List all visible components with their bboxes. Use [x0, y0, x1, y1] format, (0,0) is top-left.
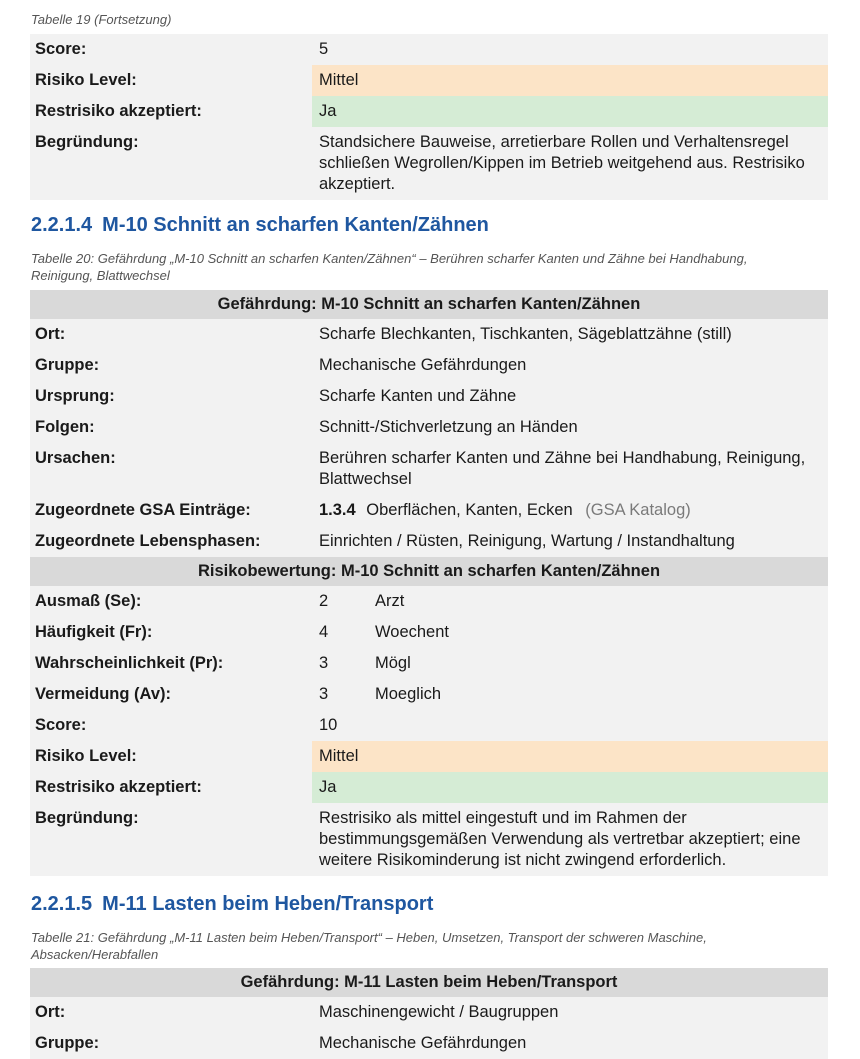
gsa-entry — [312, 495, 828, 526]
row-label: Restrisiko akzeptiert: — [35, 102, 202, 120]
table-row — [30, 772, 828, 803]
row-value: Schnitt-/Stichverletzung an Händen — [319, 418, 578, 436]
score-value: 5 — [319, 40, 329, 58]
row-label: Risiko Level: — [35, 71, 137, 89]
param-num: 3 — [319, 685, 329, 703]
table-row — [30, 679, 828, 710]
param-value — [312, 617, 828, 648]
gsa-text: Oberflächen, Kanten, Ecken — [366, 501, 573, 519]
param-value — [312, 586, 828, 617]
param-num: 3 — [319, 654, 329, 672]
table-header-row — [30, 557, 828, 586]
reason-value: Restrisiko als mittel eingestuft und im Rahmen der bestimmungsgemäßen Verwendung als vertretbar akzeptiert; eine weitere Risikominderung ist nicht zwingend erforderlich. — [319, 809, 801, 869]
section-number: 2.2.1.4 — [31, 214, 93, 236]
section-heading — [31, 893, 433, 916]
param-text: Mögl — [375, 654, 411, 672]
row-label: Score: — [35, 40, 87, 58]
table-row — [30, 65, 828, 96]
row-label: Zugeordnete GSA Einträge: — [35, 501, 251, 519]
risk-header: Risikobewertung: M-10 Schnitt an scharfen Kanten/Zähnen — [30, 557, 828, 586]
row-value: Scharfe Blechkanten, Tischkanten, Sägeblattzähne (still) — [319, 325, 732, 343]
row-label: Ausmaß (Se): — [35, 592, 142, 610]
row-label: Begründung: — [35, 809, 139, 827]
table-row — [30, 412, 828, 443]
table-21-caption: Tabelle 21: Gefährdung „M-11 Lasten beim Heben/Transport“ – Heben, Umsetzen, Transport der schweren Maschine, Absacken/Herabfallen — [31, 930, 707, 962]
table-20 — [30, 290, 828, 876]
reason-value: Standsichere Bauweise, arretierbare Rollen und Verhaltensregel schließen Wegrollen/Kippen im Betrieb weitgehend aus. Restrisiko akzeptiert. — [319, 133, 805, 193]
table-row — [30, 350, 828, 381]
risk-level-value: Mittel — [312, 741, 828, 772]
score-value: 10 — [319, 716, 338, 734]
row-label: Restrisiko akzeptiert: — [35, 778, 202, 796]
row-label: Gruppe: — [35, 356, 100, 374]
row-label: Häufigkeit (Fr): — [35, 623, 153, 641]
param-text: Woechent — [375, 623, 449, 641]
row-label: Begründung: — [35, 133, 139, 151]
table-row — [30, 1028, 828, 1059]
row-value: Scharfe Kanten und Zähne — [319, 387, 517, 405]
row-label: Ort: — [35, 1003, 66, 1021]
row-label: Ursprung: — [35, 387, 115, 405]
hazard-header: Gefährdung: M-11 Lasten beim Heben/Transport — [30, 968, 828, 997]
table-row — [30, 495, 828, 526]
param-text: Moeglich — [375, 685, 442, 703]
param-num: 4 — [319, 623, 329, 641]
row-label: Wahrscheinlichkeit (Pr): — [35, 654, 224, 672]
table-19 — [30, 34, 828, 200]
table-row — [30, 741, 828, 772]
section-title: M-10 Schnitt an scharfen Kanten/Zähnen — [102, 214, 489, 236]
row-label: Ursachen: — [35, 449, 116, 467]
table-row — [30, 997, 828, 1028]
section-heading — [31, 214, 489, 237]
row-label: Risiko Level: — [35, 747, 137, 765]
table-row — [30, 34, 828, 65]
hazard-header: Gefährdung: M-10 Schnitt an scharfen Kanten/Zähnen — [30, 290, 828, 319]
param-text: Arzt — [375, 592, 405, 610]
table-21 — [30, 968, 828, 1059]
row-label: Vermeidung (Av): — [35, 685, 171, 703]
table-row — [30, 803, 828, 876]
row-label: Ort: — [35, 325, 66, 343]
row-value: Einrichten / Rüsten, Reinigung, Wartung / Instandhaltung — [319, 532, 735, 550]
table-19-caption: Tabelle 19 (Fortsetzung) — [31, 12, 172, 27]
table-header-row — [30, 968, 828, 997]
section-number: 2.2.1.5 — [31, 893, 93, 915]
table-row — [30, 526, 828, 557]
gsa-code: 1.3.4 — [319, 501, 356, 519]
param-value — [312, 648, 828, 679]
row-label: Gruppe: — [35, 1034, 100, 1052]
row-label: Zugeordnete Lebensphasen: — [35, 532, 261, 550]
risk-level-value: Mittel — [312, 65, 828, 96]
table-row — [30, 96, 828, 127]
table-row — [30, 586, 828, 617]
table-row — [30, 443, 828, 495]
row-value: Mechanische Gefährdungen — [319, 356, 527, 374]
table-row — [30, 127, 828, 200]
param-num: 2 — [319, 592, 329, 610]
row-value: Mechanische Gefährdungen — [319, 1034, 527, 1052]
row-value: Maschinengewicht / Baugruppen — [319, 1003, 559, 1021]
table-row — [30, 617, 828, 648]
table-row — [30, 710, 828, 741]
gsa-ref: (GSA Katalog) — [585, 501, 691, 519]
row-label: Score: — [35, 716, 87, 734]
table-row — [30, 648, 828, 679]
table-row — [30, 319, 828, 350]
table-20-caption: Tabelle 20: Gefährdung „M-10 Schnitt an scharfen Kanten/Zähnen“ – Berühren scharfer Kanten und Zähne bei Handhabung, Reinigung, Blattwechsel — [31, 251, 748, 283]
table-header-row — [30, 290, 828, 319]
accepted-value: Ja — [312, 96, 828, 127]
row-label: Folgen: — [35, 418, 95, 436]
row-value: Berühren scharfer Kanten und Zähne bei Handhabung, Reinigung, Blattwechsel — [319, 449, 806, 488]
section-title: M-11 Lasten beim Heben/Transport — [102, 893, 434, 915]
accepted-value: Ja — [312, 772, 828, 803]
param-value — [312, 679, 828, 710]
table-row — [30, 381, 828, 412]
